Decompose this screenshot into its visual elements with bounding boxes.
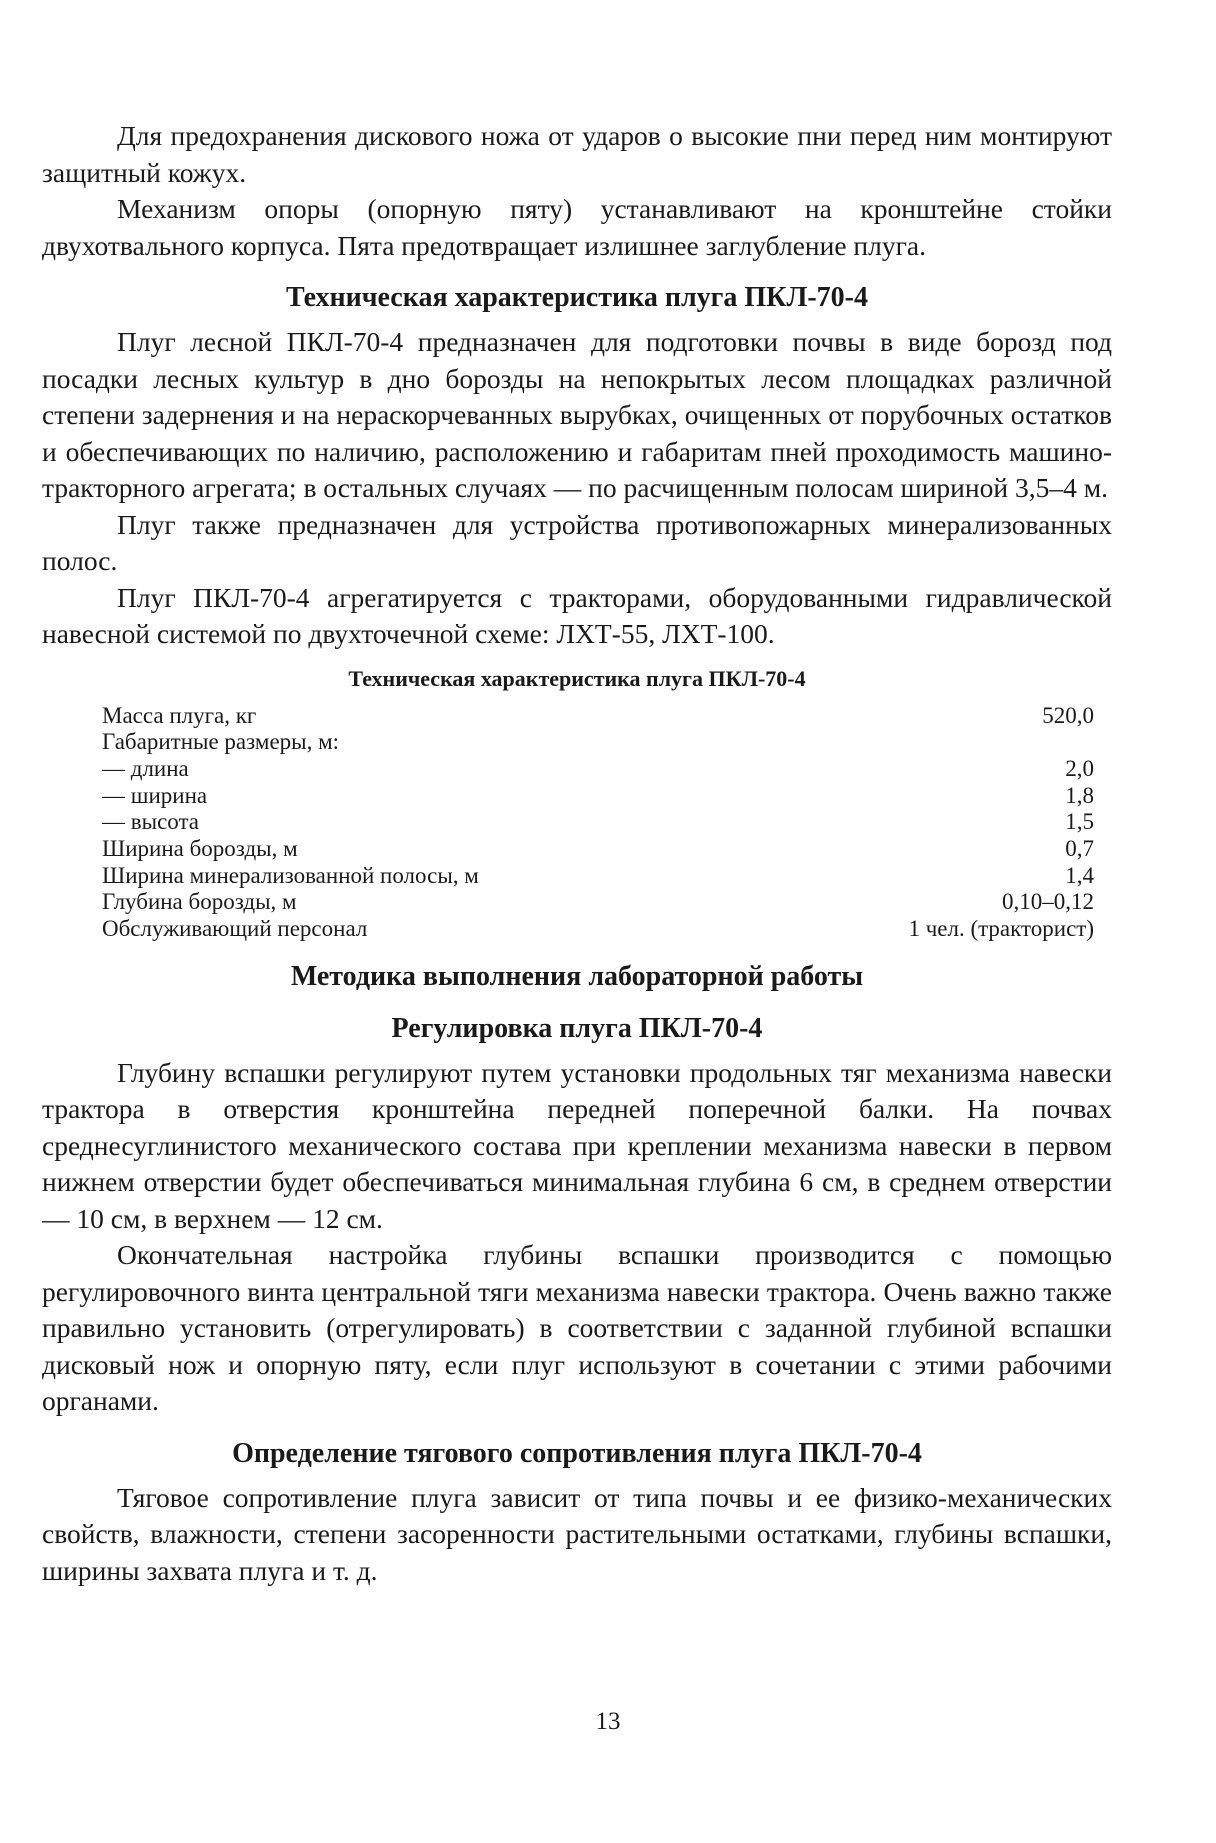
- section-title-methodology: Методика выполнения лабораторной работы: [290, 960, 864, 992]
- page-number: 13: [595, 1708, 621, 1735]
- spec-table: [102, 703, 1094, 943]
- paragraph: Плуг ПКЛ-70-4 агрегатируется с тракторами, оборудованными гидравлической навесной системой по двухточечной схеме: ЛХТ-55, ЛХТ-100.: [42, 581, 1112, 649]
- spec-label: Габаритные размеры, м:: [102, 729, 340, 755]
- spec-row: [102, 889, 1094, 916]
- spec-row: [102, 809, 1094, 836]
- spec-label: Обслуживающий персонал: [102, 916, 368, 942]
- spec-row: [102, 863, 1094, 890]
- spec-value: 520,0: [1042, 702, 1094, 728]
- spec-value: 0,10–0,12: [1002, 889, 1094, 915]
- spec-value: 1,5: [1065, 809, 1094, 835]
- spec-value: 0,7: [1065, 836, 1094, 862]
- spec-label: Масса плуга, кг: [102, 702, 257, 728]
- paragraph: Плуг лесной ПКЛ-70-4 предназначен для подготовки почвы в виде борозд под посадки лесных культур в дно борозды на непокрытых лесом площадках различной степени задернения и на нераскорчеванных вырубках, очищенных от порубочных остатков и обеспечивающих по наличию, расположению и габаритам пней проходимость машино-тракторного агрегата; в остальных случаях — по расчищенным полосам шириной 3,5–4 м.: [42, 326, 1112, 503]
- spec-label: — длина: [102, 755, 189, 781]
- spec-row: [102, 703, 1094, 730]
- paragraph: Механизм опоры (опорную пяту) устанавливают на кронштейне стойки двухотвального корпуса. Пята предотвращает излишнее заглубление плуга.: [42, 193, 1112, 261]
- spec-value: 1,4: [1065, 862, 1094, 888]
- spec-row: [102, 836, 1094, 863]
- page-content: [42, 118, 1112, 1589]
- spec-value: 1 чел. (тракторист): [908, 916, 1094, 942]
- spec-value: 2,0: [1065, 755, 1094, 781]
- spec-label: Глубина борозды, м: [102, 889, 297, 915]
- spec-label: — ширина: [102, 782, 208, 808]
- spec-value: 1,8: [1065, 782, 1094, 808]
- spec-row: [102, 783, 1094, 810]
- spec-table-title: Техническая характеристика плуга ПКЛ-70-4: [348, 665, 806, 691]
- spec-row: [102, 729, 1094, 756]
- paragraph: Тяговое сопротивление плуга зависит от типа почвы и ее физико-механических свойств, влажности, степени засоренности растительными остатками, глубины вспашки, ширины захвата плуга и т. д.: [42, 1481, 1112, 1586]
- section-title-adjustment: Регулировка плуга ПКЛ-70-4: [391, 1012, 763, 1044]
- section-title-characteristics: Техническая характеристика плуга ПКЛ-70-4: [286, 282, 868, 313]
- spec-label: Ширина минерализованной полосы, м: [102, 862, 479, 888]
- spec-label: Ширина борозды, м: [102, 836, 298, 862]
- section-title-draft-resistance: Определение тягового сопротивления плуга ПКЛ-70-4: [232, 1437, 922, 1469]
- paragraph: Для предохранения дискового ножа от ударов о высокие пни перед ним монтируют защитный кожух.: [42, 120, 1112, 188]
- paragraph: Плуг также предназначен для устройства противопожарных минерализованных полос.: [42, 508, 1112, 576]
- paragraph: Окончательная настройка глубины вспашки производится с помощью регулировочного винта центральной тяги механизма навески трактора. Очень важно также правильно установить (отрегулировать) в соответствии с заданной глубиной вспашки дисковый нож и опорную пяту, если плуг используют в сочетании с этими рабочими органами.: [42, 1239, 1112, 1417]
- spec-row: [102, 916, 1094, 943]
- spec-label: — высота: [102, 809, 200, 835]
- paragraph: Глубину вспашки регулируют путем установки продольных тяг механизма навески трактора в отверстия кронштейна передней поперечной балки. На почвах среднесуглинистого механического состава при креплении механизма навески в первом нижнем отверстии будет обеспечиваться минимальная глубина 6 см, в среднем отверстии — 10 см, в верхнем — 12 см.: [42, 1056, 1112, 1234]
- spec-row: [102, 756, 1094, 783]
